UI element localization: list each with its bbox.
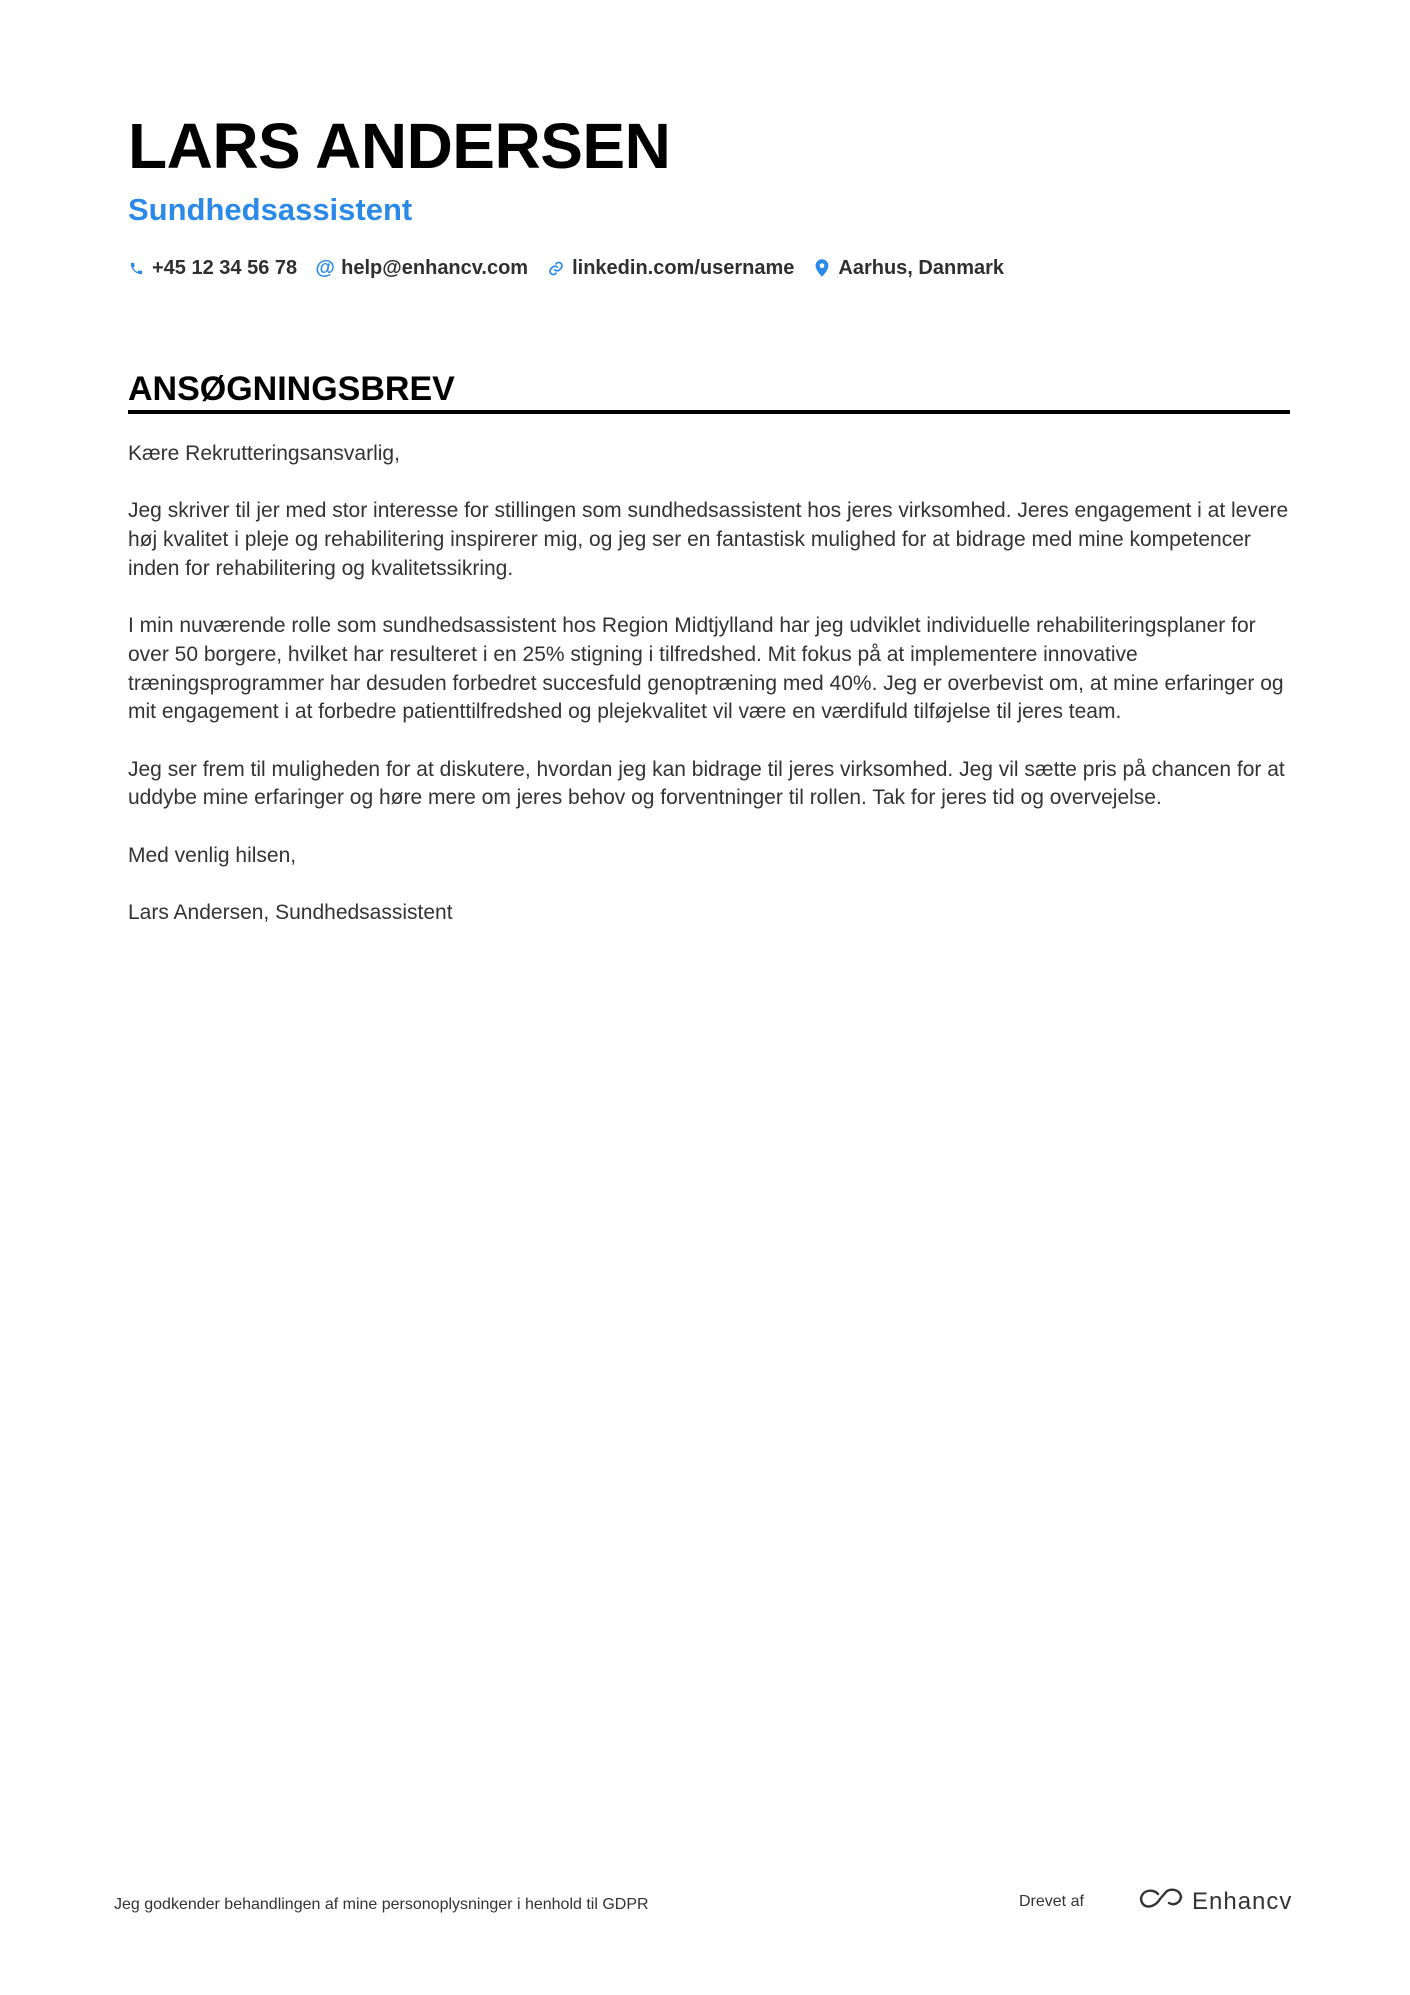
letter-body (128, 440, 1290, 957)
section-divider (128, 410, 1290, 414)
letter-paragraph: Jeg skriver til jer med stor interesse for stillingen som sundhedsassistent hos jeres virksomhed. Jeres engagement i at levere høj kvalitet i pleje og rehabilitering inspirerer mig, og jeg ser en fantastisk mulighed for at bidrage med mine kompetencer inden for rehabilitering og kvalitetssikring. (128, 499, 1289, 580)
letter-signature: Lars Andersen, Sundhedsassistent (128, 901, 453, 925)
letter-paragraph: I min nuværende rolle som sundhedsassistent hos Region Midtjylland har jeg udviklet individuelle rehabiliteringsplaner for over 50 borgere, hvilket har resulteret i en 25% stigning i tilfredshed. Mit fokus på at implementere innovative træningsprogrammer har desuden forbedret succesfuld genoptræning med 40%. Jeg er overbevist om, at mine erfaringer og mit engagement i at forbedre patienttilfredshed og plejekvalitet vil være en værdifuld tilføjelse til jeres team. (128, 614, 1284, 724)
brand-name: Enhancv (1192, 1887, 1293, 1915)
contact-location-text: Aarhus, Danmark (838, 257, 1005, 279)
contact-location (814, 254, 1004, 282)
contact-phone-text: +45 12 34 56 78 (152, 257, 298, 279)
letter-greeting: Kære Rekrutteringsansvarlig, (128, 442, 400, 465)
at-icon: @ (315, 257, 335, 279)
letter-paragraph: Jeg ser frem til muligheden for at diskutere, hvordan jeg kan bidrage til jeres virksomhed. Jeg vil sætte pris på chancen for at uddybe mine erfaringer og høre mere om jeres behov og forventninger til rollen. Tak for jeres tid og overvejelse. (128, 757, 1285, 810)
contact-linkedin-text[interactable]: linkedin.com/username (572, 257, 795, 279)
contact-bar (128, 254, 1004, 282)
brand-logo[interactable] (1138, 1886, 1292, 1917)
letter-closing: Med venlig hilsen, (128, 843, 297, 867)
contact-email-text[interactable]: help@enhancv.com (341, 257, 529, 279)
link-icon (548, 258, 564, 278)
enhancv-logo-icon (1138, 1886, 1184, 1917)
location-pin-icon (814, 258, 830, 278)
applicant-title: Sundhedsassistent (128, 192, 413, 227)
contact-email[interactable] (317, 254, 528, 282)
applicant-name: LARS ANDERSEN (128, 110, 671, 182)
gdpr-consent-note: Jeg godkender behandlingen af mine personoplysninger i henhold til GDPR (114, 1896, 649, 1913)
contact-phone (128, 254, 297, 282)
powered-by-label: Drevet af (1019, 1893, 1084, 1910)
phone-icon (128, 258, 144, 278)
section-title: ANSØGNINGSBREV (128, 370, 455, 408)
contact-linkedin[interactable] (548, 254, 794, 282)
